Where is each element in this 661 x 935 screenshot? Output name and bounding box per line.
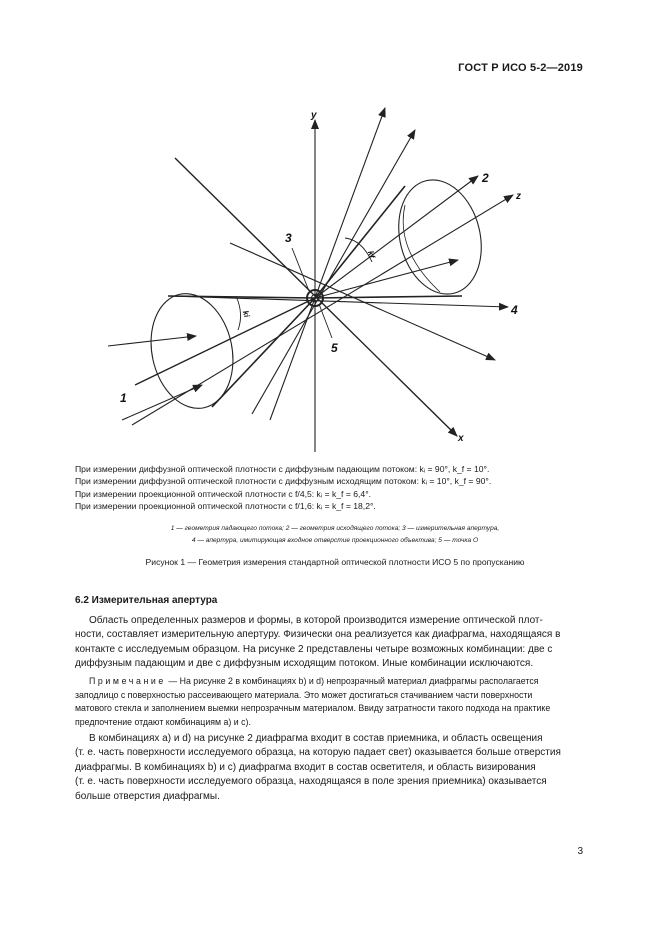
figure-description-line: При измерении проекционной оптической плотности с f/1,6: kᵢ = k_f = 18,2°. bbox=[75, 501, 376, 512]
ray bbox=[315, 176, 478, 298]
paragraph-line: диафрагмы. В комбинациях b) и c) диафрагма входит в состав осветителя, и область визирования bbox=[75, 761, 536, 773]
figure-legend bbox=[75, 523, 595, 547]
note-label: Примечание bbox=[89, 676, 166, 686]
incident-cone-edge bbox=[212, 298, 315, 407]
ray bbox=[108, 336, 196, 346]
exit-cone-base bbox=[387, 171, 493, 303]
exit-cone-edge bbox=[315, 296, 462, 298]
note-block bbox=[75, 675, 583, 729]
callout-1: 1 bbox=[120, 391, 127, 405]
angle-label-incident: ki bbox=[240, 309, 252, 319]
incident-angle-arc bbox=[236, 296, 241, 330]
callout-2: 2 bbox=[482, 171, 489, 185]
callout-leader-3 bbox=[292, 248, 309, 291]
figure-description bbox=[75, 463, 595, 513]
callout-leader-5 bbox=[319, 304, 332, 338]
paragraph-line: контакте с исследуемым образцом. На рисунке 2 представлены четыре возможных комбинации: две с bbox=[75, 643, 553, 655]
paragraph-line: (т. е. часть поверхности исследуемого образца, находящаяся в поле зрения приемника) оказывается bbox=[75, 776, 547, 788]
paragraph-measuring-aperture bbox=[75, 614, 583, 672]
section-heading: 6.2 Измерительная апертура bbox=[75, 595, 218, 606]
callout-3: 3 bbox=[285, 231, 292, 245]
paragraph-line: диффузным падающим и две с диффузным исходящим потоком. Иные комбинации исключаются. bbox=[75, 658, 534, 670]
callout-4: 4 bbox=[511, 303, 518, 317]
note-line: заподлицо с поверхностью рассеивающего материала. Это может достигаться стачиванием части поверхности bbox=[75, 689, 533, 700]
incident-cone-base bbox=[141, 286, 243, 416]
angle-label-exit: kf bbox=[365, 249, 377, 260]
ray bbox=[270, 108, 385, 420]
paragraph-line: больше отверстия диафрагмы. bbox=[75, 790, 220, 802]
note-line: — На рисунке 2 в комбинациях b) и d) непрозрачный материал диафрагмы располагается bbox=[168, 676, 539, 686]
figure-legend-line: 1 — геометрия падающего потока; 2 — геометрия исходящего потока; 3 — измерительная апертура, bbox=[170, 525, 500, 532]
figure-description-line: При измерении диффузной оптической плотности с диффузным исходящим потоком: kᵢ = 10°, k_f = 90°. bbox=[75, 476, 492, 487]
ray bbox=[122, 385, 202, 420]
figure-legend-line: 4 — апертура, имитирующая входное отверстие проекционного объектива; 5 — точка O bbox=[191, 537, 479, 544]
paragraph-line: (т. е. часть поверхности исследуемого образца, на которую падает свет) оказывается больше отверстия bbox=[75, 747, 561, 759]
document-header: ГОСТ Р ИСО 5-2—2019 bbox=[458, 62, 583, 74]
figure-description-line: При измерении проекционной оптической плотности с f/4,5: kᵢ = k_f = 6,4°. bbox=[75, 488, 372, 499]
figure-caption: Рисунок 1 — Геометрия измерения стандартной оптической плотности ИСО 5 по пропусканию bbox=[145, 557, 525, 567]
page-number: 3 bbox=[577, 846, 583, 857]
note-line: матового стекла и заполнением выемки непрозрачным материалом. Ввиду затратности такого подхода на практике bbox=[75, 703, 551, 714]
incident-cone-edge bbox=[168, 296, 315, 298]
paragraph-line: В комбинациях a) и d) на рисунке 2 диафрагма входит в состав приемника, и область освещения bbox=[89, 733, 543, 744]
axis-label-y: y bbox=[311, 110, 317, 121]
paragraph-line: ности, составляет измерительную апертуру. Физически она реализуется как диафрагма, находящаяся в bbox=[75, 629, 561, 641]
callout-5: 5 bbox=[331, 341, 338, 355]
paragraph-combinations bbox=[75, 732, 583, 804]
exit-cone-edge bbox=[315, 186, 405, 298]
paragraph-line: Область определенных размеров и формы, в которой производится измерение оптической плот- bbox=[89, 615, 543, 626]
figure-description-line: При измерении диффузной оптической плотности с диффузным падающим потоком: kᵢ = 90°, k_f = 10°. bbox=[75, 464, 490, 474]
note-line: предпочтение отдают комбинациям a) и c). bbox=[75, 716, 251, 727]
axis-label-z: z bbox=[516, 191, 521, 202]
axis-label-x: x bbox=[458, 433, 464, 444]
measurement-geometry-figure bbox=[0, 95, 661, 455]
